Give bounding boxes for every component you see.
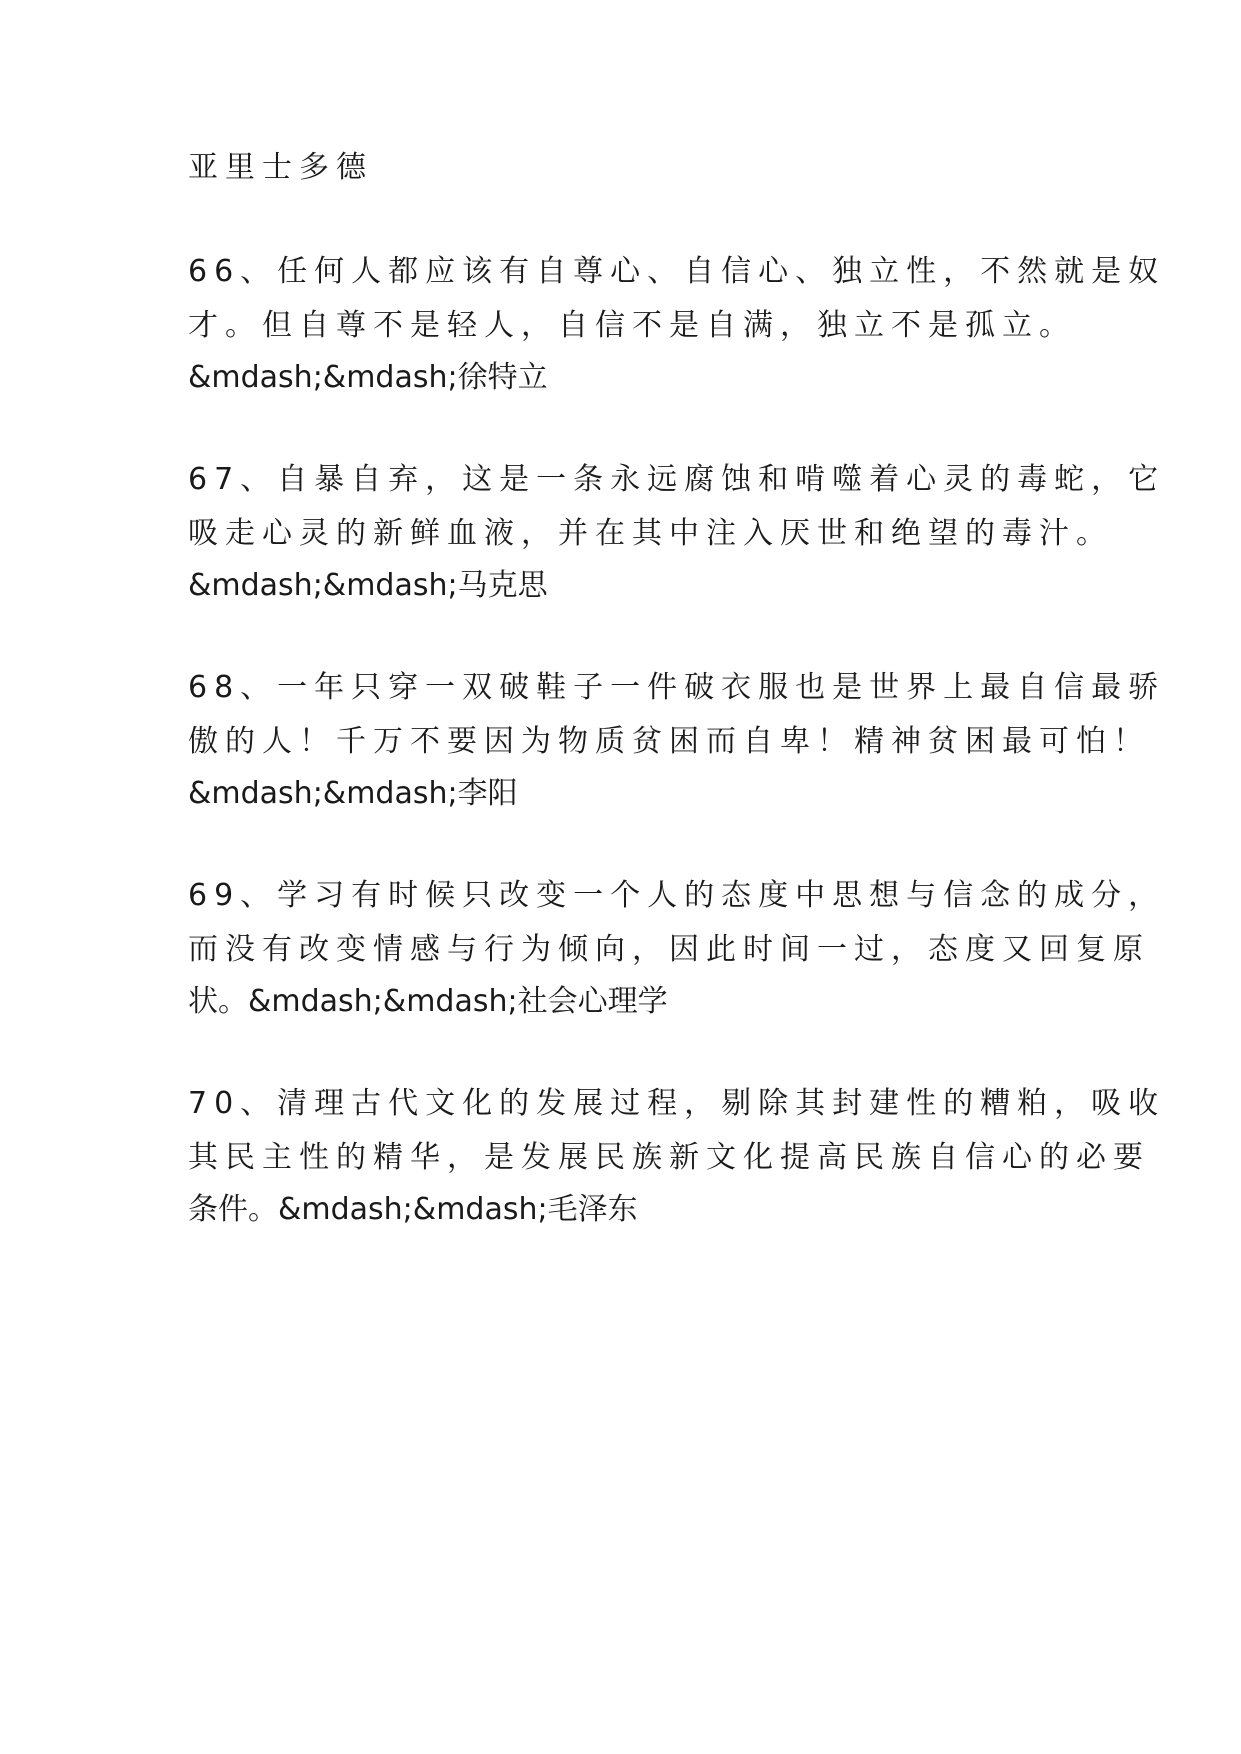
quote-line: 吸走心灵的新鲜血液，并在其中注入厌世和绝望的毒汁。 (188, 516, 1113, 551)
quote-line: 才。但自尊不是轻人，自信不是自满，独立不是孤立。 (188, 308, 1076, 343)
quote-line: 70、清理古代文化的发展过程，剔除其封建性的糟粕，吸收 (188, 1086, 1166, 1121)
quote-line: 其民主性的精华，是发展民族新文化提高民族自信心的必要 (188, 1140, 1150, 1175)
intro-author: 亚里士多德 (188, 150, 373, 185)
quote-line: 傲的人！千万不要因为物质贫困而自卑！精神贫困最可怕！ (188, 724, 1150, 759)
quote-attribution: &mdash;&mdash;李阳 (188, 776, 518, 811)
quote-attribution: 条件。&mdash;&mdash;毛泽东 (188, 1192, 638, 1227)
quote-attribution: &mdash;&mdash;马克思 (188, 568, 548, 603)
quote-attribution: 状。&mdash;&mdash;社会心理学 (188, 984, 668, 1019)
quote-line: 69、学习有时候只改变一个人的态度中思想与信念的成分， (188, 878, 1166, 913)
quote-line: 而没有改变情感与行为倾向，因此时间一过，态度又回复原 (188, 932, 1150, 967)
quote-line: 67、自暴自弃，这是一条永远腐蚀和啃噬着心灵的毒蛇，它 (188, 462, 1166, 497)
quote-line: 66、任何人都应该有自尊心、自信心、独立性，不然就是奴 (188, 254, 1166, 289)
quote-line: 68、一年只穿一双破鞋子一件破衣服也是世界上最自信最骄 (188, 670, 1166, 705)
quote-attribution: &mdash;&mdash;徐特立 (188, 360, 548, 395)
